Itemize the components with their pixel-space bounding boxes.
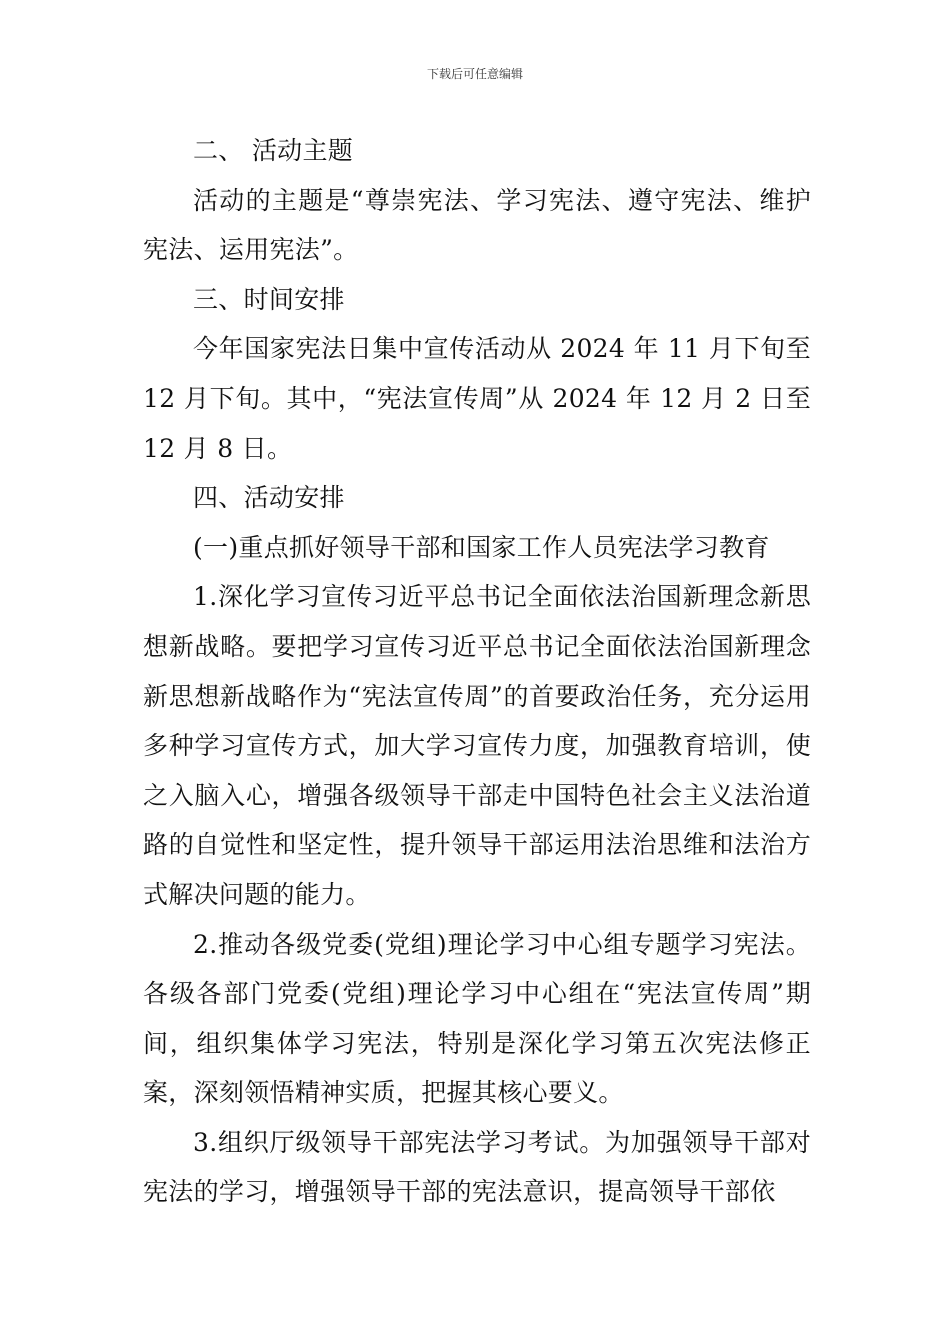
paragraph-schedule-content: 今年国家宪法日集中宣传活动从 2024 年 11 月下旬至 12 月下旬。其中，“宪法宣传周”从 2024 年 12 月 2 日至 12 月 8 日。 <box>143 334 811 463</box>
subsection-heading-1: (一)重点抓好领导干部和国家工作人员宪法学习教育 <box>193 532 770 562</box>
paragraph-item-1: 1.深化学习宣传习近平总书记全面依法治国新理念新思想新战略。要把学习宣传习近平总书记全面依法治国新理念新思想新战略作为“宪法宣传周”的首要政治任务，充分运用多种学习宣传方式，加大学习宣传力度，加强教育培训，使之入脑入心，增强各级领导干部走中国特色社会主义法治道路的自觉性和坚定性，提升领导干部运用法治思维和法治方式解决问题的能力。 <box>143 582 811 909</box>
section-heading-theme: 二、 活动主题 <box>193 136 354 165</box>
paragraph-item-3: 3.组织厅级领导干部宪法学习考试。为加强领导干部对宪法的学习，增强领导干部的宪法意识，提高领导干部依 <box>143 1127 811 1207</box>
paragraph-item-2: 2.推动各级党委(党组)理论学习中心组专题学习宪法。各级各部门党委(党组)理论学习中心组在“宪法宣传周”期间，组织集体学习宪法，特别是深化学习第五次宪法修正案，深刻领悟精神实质，把握其核心要义。 <box>143 929 811 1108</box>
page-header-note: 下载后可任意编辑 <box>426 67 523 81</box>
document-body <box>143 126 811 1217</box>
paragraph-theme-content: 活动的主题是“尊崇宪法、学习宪法、遵守宪法、维护宪法、运用宪法”。 <box>143 185 811 265</box>
section-heading-arrangements: 四、活动安排 <box>193 483 345 513</box>
section-heading-schedule: 三、时间安排 <box>193 284 345 314</box>
